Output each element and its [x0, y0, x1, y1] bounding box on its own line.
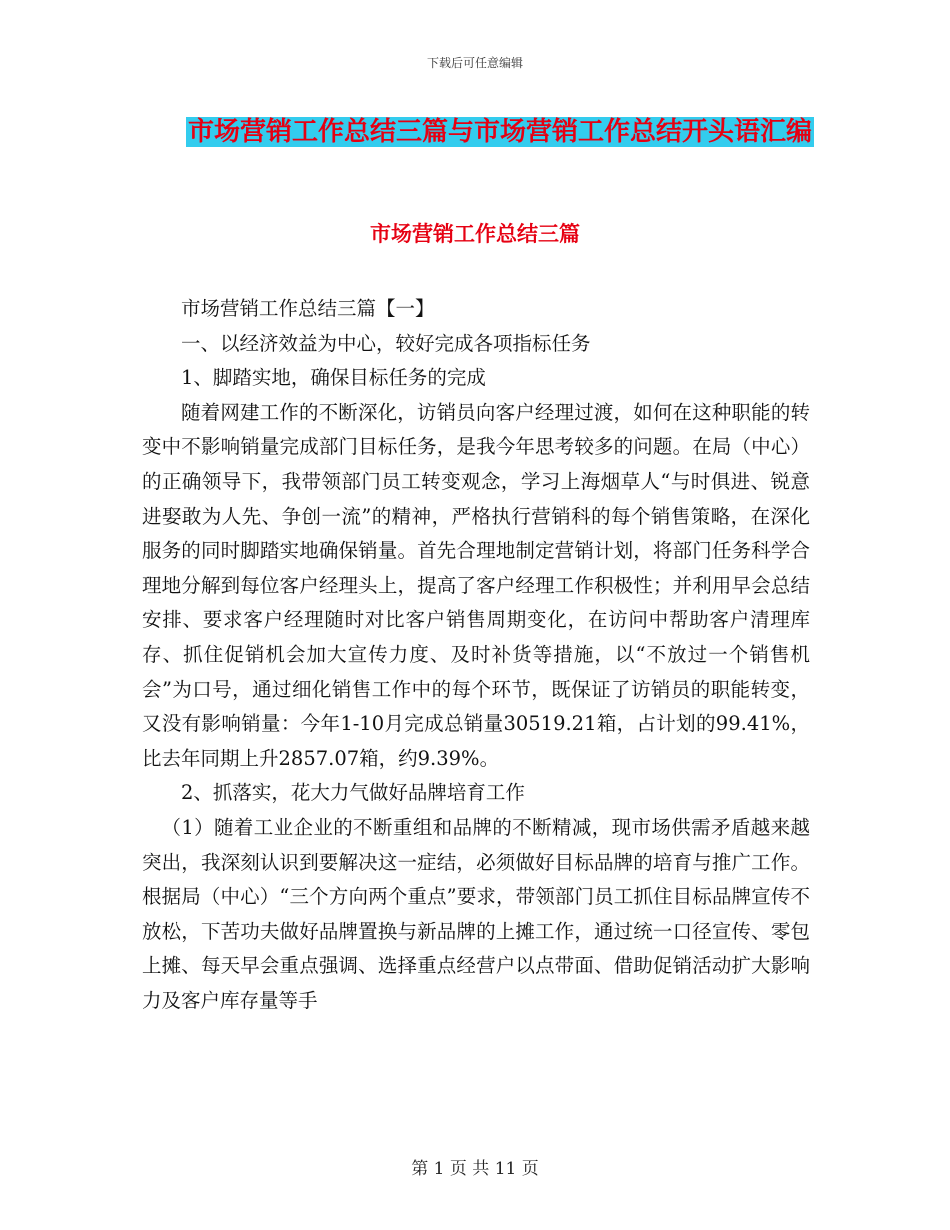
page-header-note: 下载后可任意编辑	[426, 56, 523, 70]
paragraph-heading-4: 2、抓落实，花大力气做好品牌培育工作	[181, 781, 525, 805]
page-footer: 第 1 页 共 11 页	[411, 1159, 539, 1179]
paragraph-heading-3: 1、脚踏实地，确保目标任务的完成	[181, 366, 486, 390]
paragraph-body-2: （1）随着工业企业的不断重组和品牌的不断精减，现市场供需矛盾越来越突出，我深刻认识到要解决这一症结，必须做好目标品牌的培育与推广工作。根据局（中心）“三个方向两个重点”要求，带领部门员工抓住目标品牌宣传不放松，下苦功夫做好品牌置换与新品牌的上摊工作，通过统一口径宣传、零包上摊、每天早会重点强调、选择重点经营户以点带面、借助促销活动扩大影响力及客户库存量等手	[142, 815, 810, 1012]
document-title-text: 市场营销工作总结三篇与市场营销工作总结开头语汇编	[187, 117, 812, 147]
paragraph-heading-2: 一、以经济效益为中心，较好完成各项指标任务	[181, 331, 591, 355]
section-title: 市场营销工作总结三篇	[370, 222, 580, 246]
document-title	[180, 108, 820, 156]
paragraph-body-1: 随着网建工作的不断深化，访销员向客户经理过渡，如何在这种职能的转变中不影响销量完成部门目标任务，是我今年思考较多的问题。在局（中心）的正确领导下，我带领部门员工转变观念，学习上海烟草人“与时俱进、锐意进娶敢为人先、争创一流”的精神，严格执行营销科的每个销售策略，在深化服务的同时脚踏实地确保销量。首先合理地制定营销计划，将部门任务科学合理地分解到每位客户经理头上，提高了客户经理工作积极性；并利用早会总结安排、要求客户经理随时对比客户销售周期变化，在访问中帮助客户清理库存、抓住促销机会加大宣传力度、及时补货等措施，以“不放过一个销售机会”为口号，通过细化销售工作中的每个环节，既保证了访销员的职能转变，又没有影响销量：今年1-10月完成总销量30519.21箱，占计划的99.41%，比去年同期上升2857.07箱，约9.39%。	[142, 400, 810, 770]
document-body	[142, 292, 810, 1018]
paragraph-heading-1: 市场营销工作总结三篇【一】	[181, 297, 435, 320]
